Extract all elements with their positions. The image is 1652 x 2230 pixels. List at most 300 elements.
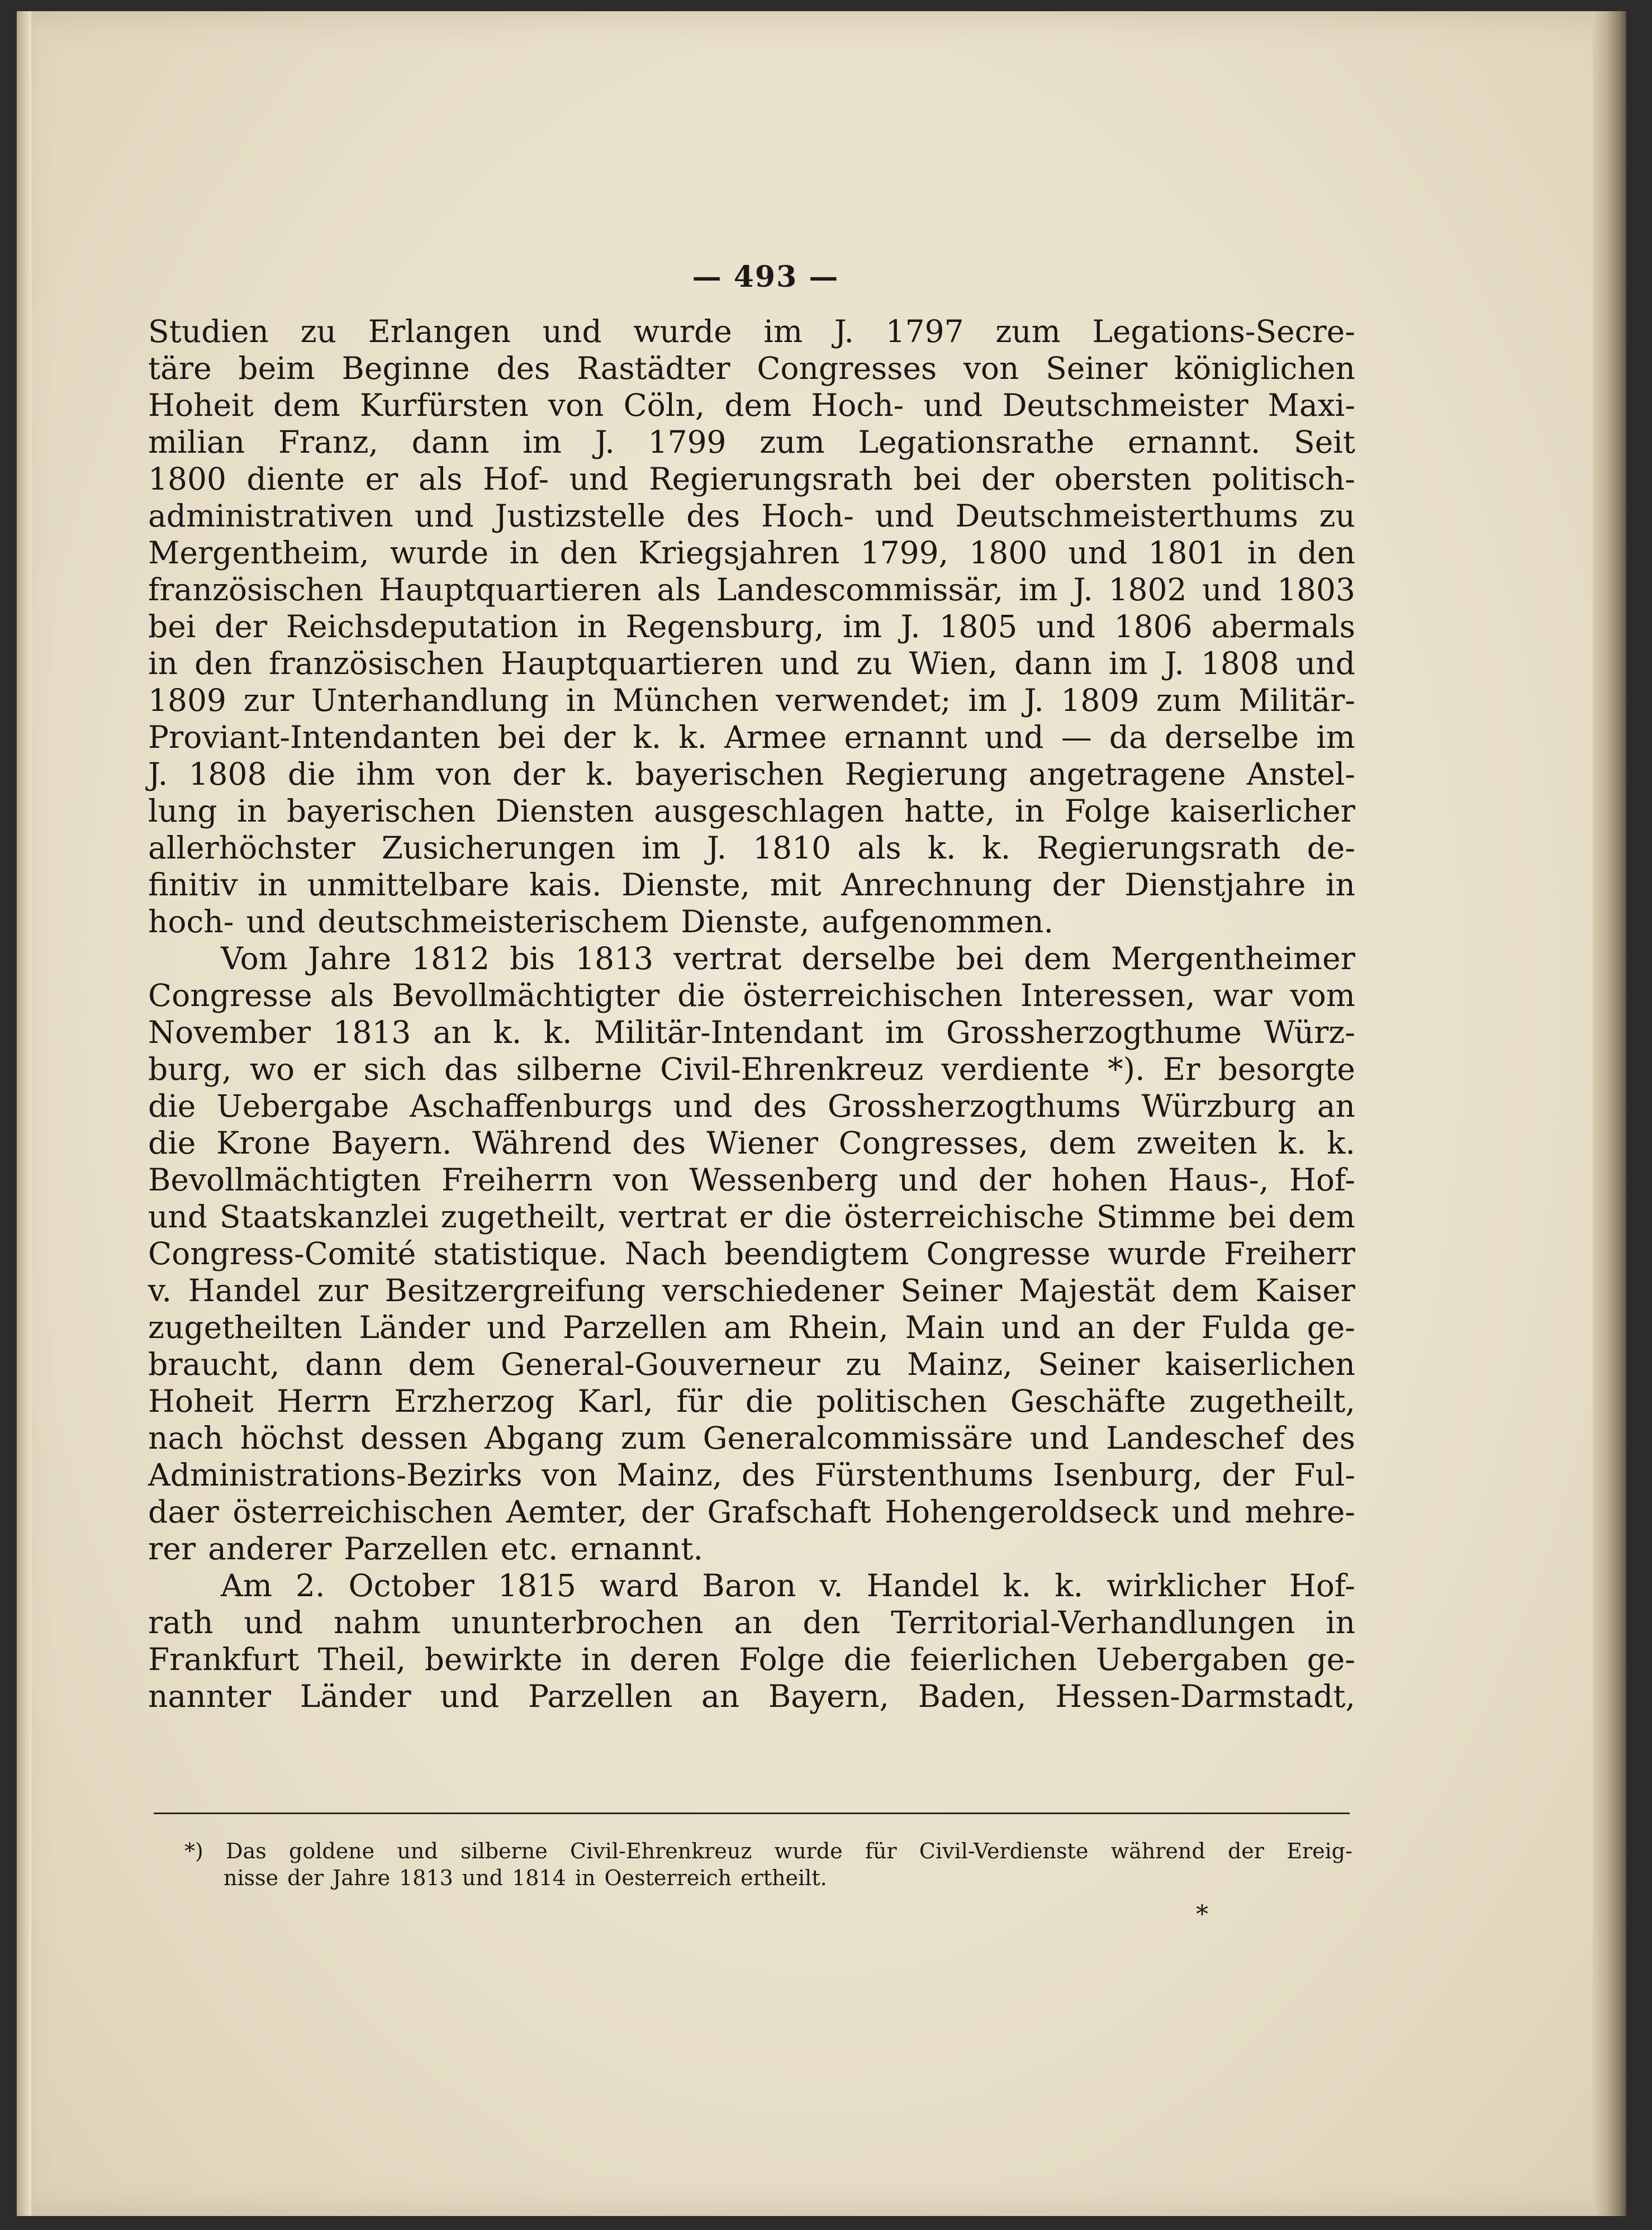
word: und [1171,1494,1231,1530]
word: Frankfurt [148,1641,300,1677]
word: wurde [774,1839,843,1863]
word: 1800 [969,535,1048,571]
word: Staatskanzlei [219,1199,429,1235]
word: im [968,682,1007,718]
word: Legations-Secre- [1092,314,1355,349]
word: Kaiser [1255,1273,1355,1308]
word: J. [595,424,615,460]
word: *) [184,1839,203,1863]
word: k. [493,1014,522,1050]
word: am [724,1309,772,1345]
body-text-line [148,1198,1355,1235]
word: 1799 [648,424,727,460]
word: in [237,793,267,829]
word: Anrechnung [841,867,1032,903]
word: Grossherzogthums [827,1088,1121,1124]
word: königlichen [1174,350,1355,386]
word: ge- [1307,1309,1355,1345]
word: der [641,1494,694,1530]
word: und [462,1866,504,1890]
word: dem [724,387,792,423]
word: Wessenberg [689,1162,879,1198]
word: Baron [702,1568,796,1603]
word: des [1301,1420,1355,1456]
word: Würzburg [1141,1088,1297,1124]
word: der [1227,1839,1264,1863]
word: silberne [516,1051,642,1087]
word: Militär-Intendant [594,1014,863,1050]
word: die [287,756,336,792]
word: zu [1319,498,1355,534]
body-text-line [148,350,1355,387]
body-text-line [148,1125,1355,1161]
body-text-line [148,1567,1355,1604]
word: in [575,1866,596,1890]
word: Er [1162,1051,1200,1087]
word: als [330,978,374,1013]
body-text-line [148,1272,1355,1309]
word: unmittelbare [307,867,510,903]
word: bei [956,941,1004,976]
word: Justizstelle [495,498,666,534]
word: in [1325,867,1355,903]
word: 1813 [399,1866,453,1890]
body-text-line [148,461,1355,497]
word: Fürstenthums [814,1457,1034,1493]
word: Deutschmeisterthums [955,498,1298,534]
word: Deutschmeister [1002,387,1249,423]
word: lung [148,793,217,829]
word: die [148,1088,196,1124]
word: nach [148,1420,224,1456]
word: 1806 [1114,609,1193,644]
word: zur [243,682,295,718]
word: v. [148,1273,172,1308]
word: besorgte [1218,1051,1355,1087]
word: daer [148,1494,219,1530]
word: k. [927,830,956,866]
word: wurde [1108,1236,1207,1271]
word: Uebergaben [1095,1641,1288,1677]
word: Freiherr [1223,1236,1355,1271]
word: verwendet; [776,682,951,718]
word: Seiner [900,1273,1003,1308]
word: zu [300,314,336,349]
word: Seiner [1046,350,1148,386]
word: Bayern, [768,1678,889,1714]
word: bei [497,719,546,755]
word: Zusicherungen [381,830,616,866]
word: Ereig- [1287,1839,1352,1863]
body-text [148,313,1355,1715]
word: anderer [208,1531,332,1567]
word: Dienste, [681,904,810,940]
word: nisse [224,1866,279,1890]
body-text-line [148,682,1355,719]
word: Am [221,1568,272,1603]
body-text-line [148,1235,1355,1272]
word: und [875,498,934,534]
word: höchst [240,1420,344,1456]
word: in [1015,793,1045,829]
word: Isenburg, [1053,1457,1203,1493]
word: zugetheilt, [1189,1383,1355,1419]
body-text-line [148,1420,1355,1456]
word: 1815 [497,1568,576,1603]
word: k. [982,830,1011,866]
word: der [981,461,1034,497]
word: Territorial-Verhandlungen [891,1605,1295,1640]
word: im [1316,719,1355,755]
word: der [563,719,616,755]
word: im [1108,646,1148,681]
word: Mergentheim, [148,535,369,571]
word: Studien [148,314,269,349]
word: Wiener [706,1125,818,1161]
word: Legationsrathe [858,424,1095,460]
word: Civil-Ehrenkreuz [660,1051,924,1087]
word: Bevollmächtigter [391,978,660,1013]
word: deren [629,1641,720,1677]
word: deutschmeisterischem [317,904,669,940]
word: k. [1055,1568,1084,1603]
word: Parzellen [344,1531,488,1567]
word: Reichsdeputation [286,609,559,644]
word: zugetheilt, [440,1199,607,1235]
word: hohen [1051,1162,1148,1198]
footnote-rule [154,1813,1350,1814]
word: zur [317,1273,368,1308]
word: statistique. [433,1236,607,1271]
word: zum [1156,682,1222,718]
word: er [365,461,398,497]
body-text-line [148,1456,1355,1493]
word: von [542,1457,597,1493]
word: Krone [216,1125,311,1161]
word: Handel [188,1273,301,1308]
word: als [857,830,901,866]
word: Diensten [495,793,634,829]
word: feierlichen [910,1641,1077,1677]
word: Baden, [918,1678,1027,1714]
word: Franz, [278,424,378,460]
body-text-line [148,1051,1355,1088]
word: angetragene [1028,756,1226,792]
word: silberne [461,1839,548,1863]
word: Aemter, [506,1494,628,1530]
body-text-line [148,977,1355,1014]
word: diente [246,461,345,497]
word: Militär- [1238,682,1355,718]
word: zu [856,646,893,681]
word: 1800 [148,461,226,497]
word: im [1018,572,1058,608]
word: für [676,1383,723,1419]
word: J. [148,756,168,792]
body-text-line [148,1678,1355,1715]
word: ausgeschlagen [654,793,885,829]
word: 1814 [512,1866,566,1890]
word: Congress-Comité [148,1236,416,1271]
word: und [244,1605,303,1640]
body-text-line [148,903,1355,940]
word: dann [1014,646,1092,681]
word: 1809 [1061,682,1140,718]
word: und [1029,1420,1089,1456]
word: politisch- [1212,461,1355,497]
word: General-Gouverneur [500,1346,820,1382]
word: 1812 [411,941,490,976]
word: Stimme [1096,1199,1216,1235]
word: Würz- [1264,1014,1355,1050]
word: 1809 [148,682,226,718]
word: Hohengeroldseck [885,1494,1159,1530]
word: Jahre [307,941,392,976]
word: bayerischen [635,756,824,792]
word: 1797 [885,314,964,349]
body-text-line [148,1014,1355,1051]
word: v. [819,1568,843,1603]
word: Erlangen [368,314,511,349]
word: war [1213,978,1273,1013]
word: Hoheit [148,1383,254,1419]
word: dessen [360,1420,468,1456]
word: J. [834,314,855,349]
word: Hof- [1289,1162,1355,1198]
word: im [885,1014,924,1050]
signature-mark: * [1196,1900,1208,1929]
word: beim [238,350,315,386]
word: österreichischen [743,978,1003,1013]
word: administrativen [148,498,393,534]
body-text-line [148,1383,1355,1420]
word: und [542,314,602,349]
word: an [1317,1088,1355,1124]
word: 1810 [753,830,832,866]
body-text-line [148,645,1355,682]
word: Kurfürsten [359,387,529,423]
word: 1802 [1108,572,1187,608]
word: an [734,1605,772,1640]
word: dem [1171,1273,1239,1308]
word: milian [148,424,245,460]
page-number: — 493 — [692,260,839,294]
word: die [677,978,725,1013]
word: ernannt. [1127,424,1261,460]
word: abermals [1211,609,1355,644]
body-text-line [148,571,1355,608]
word: wurde [633,314,732,349]
body-text-line [148,1604,1355,1641]
body-text-line [148,829,1355,866]
body-text-line [148,1641,1355,1678]
word: derselbe [1164,719,1299,755]
word: Congresse [148,978,312,1013]
word: Hauptquartieren [501,646,764,681]
word: Hauptquartieren [378,572,642,608]
word: Hoch- [761,498,854,534]
body-text-line [148,866,1355,903]
word: der [512,756,565,792]
word: Bayern. [331,1125,452,1161]
word: in [581,1641,611,1677]
word: ward [599,1568,679,1603]
word: an [433,1014,472,1050]
word: zu [846,1346,882,1382]
word: Administrations-Bezirks [148,1457,523,1493]
word: den [1297,535,1355,571]
word: Generalcommissäre [702,1420,1013,1456]
body-text-line [148,313,1355,350]
word: wirklicher [1107,1568,1266,1603]
word: an [1077,1309,1115,1345]
word: Länder [300,1678,411,1714]
word: sich [363,1051,426,1087]
word: Parzellen [562,1309,708,1345]
word: mehre- [1245,1494,1355,1530]
word: des [496,350,550,386]
word: Mainz, [907,1346,1013,1382]
word: k. [633,719,662,755]
word: Wien, [909,646,998,681]
body-text-line [148,1530,1355,1567]
word: Oesterreich [604,1866,732,1890]
word: bewirkte [424,1641,563,1677]
word: Vom [221,941,288,976]
word: 1803 [1276,572,1355,608]
word: finitiv [148,867,238,903]
word: dem [408,1346,476,1382]
word: Parzellen [528,1678,673,1714]
word: rath [148,1605,213,1640]
word: k. [1327,1125,1355,1161]
word: Uebergabe [216,1088,390,1124]
word: des [742,1457,795,1493]
word: in [509,535,539,571]
word: der [1052,867,1105,903]
word: bei [1228,1199,1276,1235]
word: Herrn [277,1383,371,1419]
word: Proviant-Intendanten [148,719,481,755]
word: zum [620,1420,686,1456]
word: Interessen, [1020,978,1195,1013]
word: derselbe [801,941,936,976]
word: Mainz, [616,1457,723,1493]
footnote [184,1838,1352,1891]
word: und [246,904,306,940]
word: 1801 [1148,535,1227,571]
word: Mergentheimer [1110,941,1355,976]
word: Seiner [1038,1346,1140,1382]
word: als [418,461,463,497]
word: J. [706,830,727,866]
body-text-line [148,1088,1355,1125]
word: französischen [269,646,485,681]
word: nahm [333,1605,421,1640]
word: und [780,646,840,681]
word: die [745,1383,794,1419]
word: in [1325,1605,1355,1640]
word: und [397,1839,438,1863]
word: ge- [1307,1641,1355,1677]
word: und [440,1678,500,1714]
word: k. [1278,1125,1307,1161]
word: ihm [356,756,415,792]
word: französischen [148,572,364,608]
word: k. [1003,1568,1032,1603]
word: k. [678,719,708,755]
word: der [287,1866,324,1890]
word: die [784,1199,832,1235]
word: Geschäfte [1010,1383,1166,1419]
word: J. [900,609,920,644]
body-text-line [148,1346,1355,1383]
word: 2. [295,1568,325,1603]
word: für [865,1839,897,1863]
word: und [923,387,983,423]
word: und [1036,609,1096,644]
body-text-line [148,1309,1355,1346]
word: Jahre [333,1866,391,1890]
word: da [1109,719,1147,755]
word: Hessen-Darmstadt, [1055,1678,1355,1714]
word: October [348,1568,474,1603]
word: etc. [500,1531,558,1567]
word: hatte, [904,793,995,829]
word: rer [148,1531,196,1567]
word: zum [995,314,1061,349]
word: Civil-Verdienste [919,1839,1089,1863]
word: vertrat [673,941,782,976]
word: Fulda [1201,1309,1290,1345]
word: an [701,1678,740,1714]
word: vom [1290,978,1355,1013]
word: als [657,572,701,608]
word: dem [1288,1199,1355,1235]
word: und [1068,535,1128,571]
page-left-edge [17,11,31,2216]
word: Majestät [1019,1273,1155,1308]
word: hoch- [148,904,234,940]
word: der [1132,1309,1185,1345]
word: Nach [624,1236,707,1271]
word: in [1247,535,1277,571]
word: k. [543,1014,572,1050]
word: Dienstjahre [1124,867,1306,903]
word: Haus-, [1167,1162,1269,1198]
word: täre [148,350,212,386]
word: ernannt. [570,1531,703,1567]
word: des [686,498,740,534]
word: 1805 [939,609,1018,644]
word: Dienste, [621,867,751,903]
word: während [1110,1839,1205,1863]
word: aufgenommen. [822,904,1054,940]
word: — [1061,719,1092,755]
word: im [642,830,681,866]
word: in [148,646,178,681]
word: die [148,1125,196,1161]
body-text-line [148,719,1355,756]
word: Handel [866,1568,980,1603]
word: dann [305,1346,383,1382]
word: bei [148,609,196,644]
word: und [569,461,629,497]
word: allerhöchster [148,830,355,866]
word: mit [770,867,822,903]
word: burg, [148,1051,232,1087]
word: Folge [1064,793,1151,829]
